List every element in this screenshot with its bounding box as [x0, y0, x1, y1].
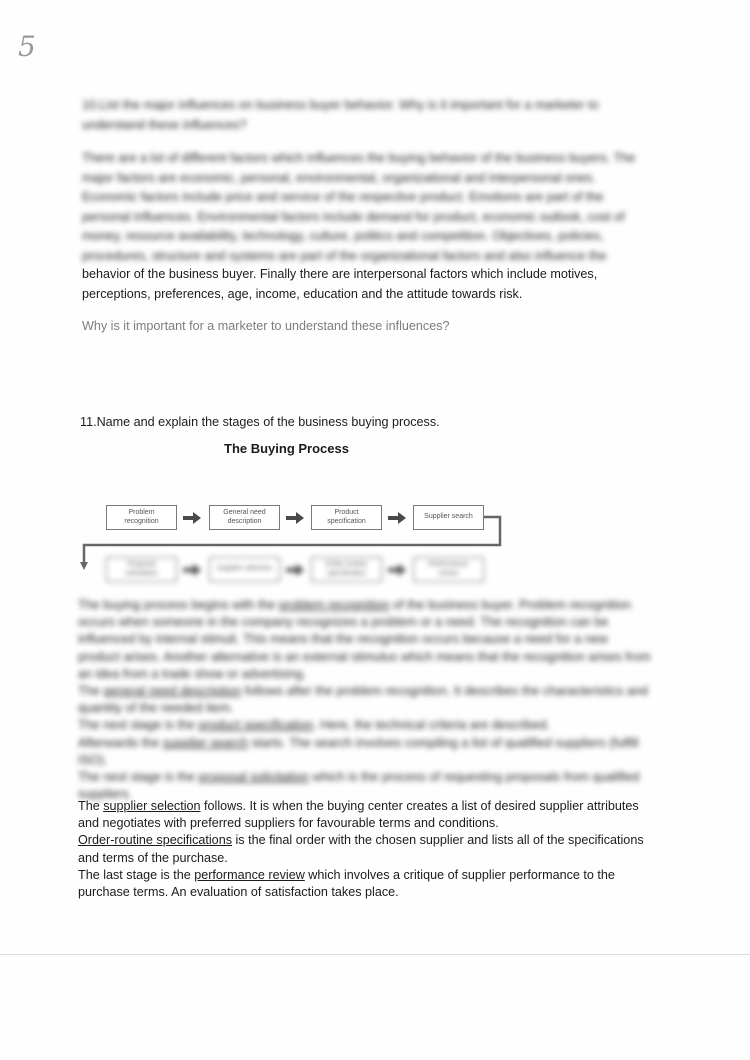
q10-answer-blurred: There are a lot of different factors which influences the buying behavior of the business buyers. The major factors are economic, personal, environmental, organizational and interpersonal ones. Economic factors include price and service of the respective product. Emotions are part of the personal influences. Environmental factors include demand for product, economic outlook, cost of money, resource availability, technology, culture, politics and competition. Objectives, policies, procedures, structure and systems are part of the organizational factors and also influence the	[82, 151, 636, 263]
stage-order-routine-specification: Order-routine specification	[311, 557, 382, 582]
stage-proposal-solicitation: Proposal solicitation	[106, 557, 177, 582]
q10-followup: Why is it important for a marketer to understand these influences?	[82, 319, 450, 333]
q10-answer-visible: behavior of the business buyer. Finally there are interpersonal factors which include motives, perceptions, preferences, age, income, education and the attitude towards risk.	[82, 267, 598, 301]
blurred-paragraph-1: The buying process begins with the problem recognition of the business buyer. Problem recognition occurs when someone in the company recognizes a problem or a need. The recognition can be influenced by internal stimuli. This means that the recognition occurs because a need for a new product arises. Another alternative is an external stimulus which means that the recognition arises from an idea from a trade show or advertising.	[78, 598, 651, 681]
stage-performance-review: Performance review	[413, 557, 484, 582]
q10-question: 10.List the major influences on business buyer behavior. Why is it important for a marketer to understand these influences?	[82, 98, 599, 132]
arrow-right-icon	[183, 564, 201, 576]
stage-supplier-search: Supplier search	[413, 505, 484, 530]
arrow-right-icon	[388, 564, 406, 576]
q11-question: 11.Name and explain the stages of the business buying process.	[80, 415, 440, 429]
link-supplier-selection: supplier selection	[103, 799, 201, 813]
blurred-paragraph-2: The general need description follows after the problem recognition. It describes the characteristics and quantity of the needed item.	[78, 684, 648, 716]
page-bottom-rule	[0, 954, 750, 955]
paragraph-supplier-selection: The supplier selection follows. It is when the buying center creates a list of desired supplier attributes and negotiates with preferred suppliers for favourable terms and conditions.	[78, 799, 639, 831]
diagram-title: The Buying Process	[224, 441, 349, 456]
stage-product-specification: Product specification	[311, 505, 382, 530]
arrow-right-icon	[286, 564, 304, 576]
paragraph-performance-review: The last stage is the performance review which involves a critique of supplier performance to the purchase terms. An evaluation of satisfaction takes place.	[78, 867, 615, 900]
q11-answer-visible	[78, 798, 658, 901]
blurred-paragraph-3: The next stage is the product specification. Here, the technical criteria are described.	[78, 718, 550, 733]
q11-answer-blurred	[78, 597, 653, 803]
blurred-paragraph-4: Afterwards the supplier search starts. The search involves compiling a list of qualified suppliers (fulfill ISO).	[78, 735, 639, 767]
stage-general-need-description: General need description	[209, 505, 280, 530]
link-order-routine: Order-routine specifications	[78, 833, 232, 848]
link-performance-review: performance review	[194, 867, 305, 882]
stage-supplier-selection: Supplier selection	[209, 557, 280, 582]
paragraph-order-routine: Order-routine specifications is the final order with the chosen supplier and lists all of the specifications and terms of the purchase.	[78, 833, 644, 865]
blurred-paragraph-5: The next stage is the proposal solicitation which is the process of requesting proposals from qualified suppliers.	[78, 770, 640, 802]
stage-problem-recognition: Problem recognition	[106, 505, 177, 530]
page-number: 5	[18, 30, 36, 63]
